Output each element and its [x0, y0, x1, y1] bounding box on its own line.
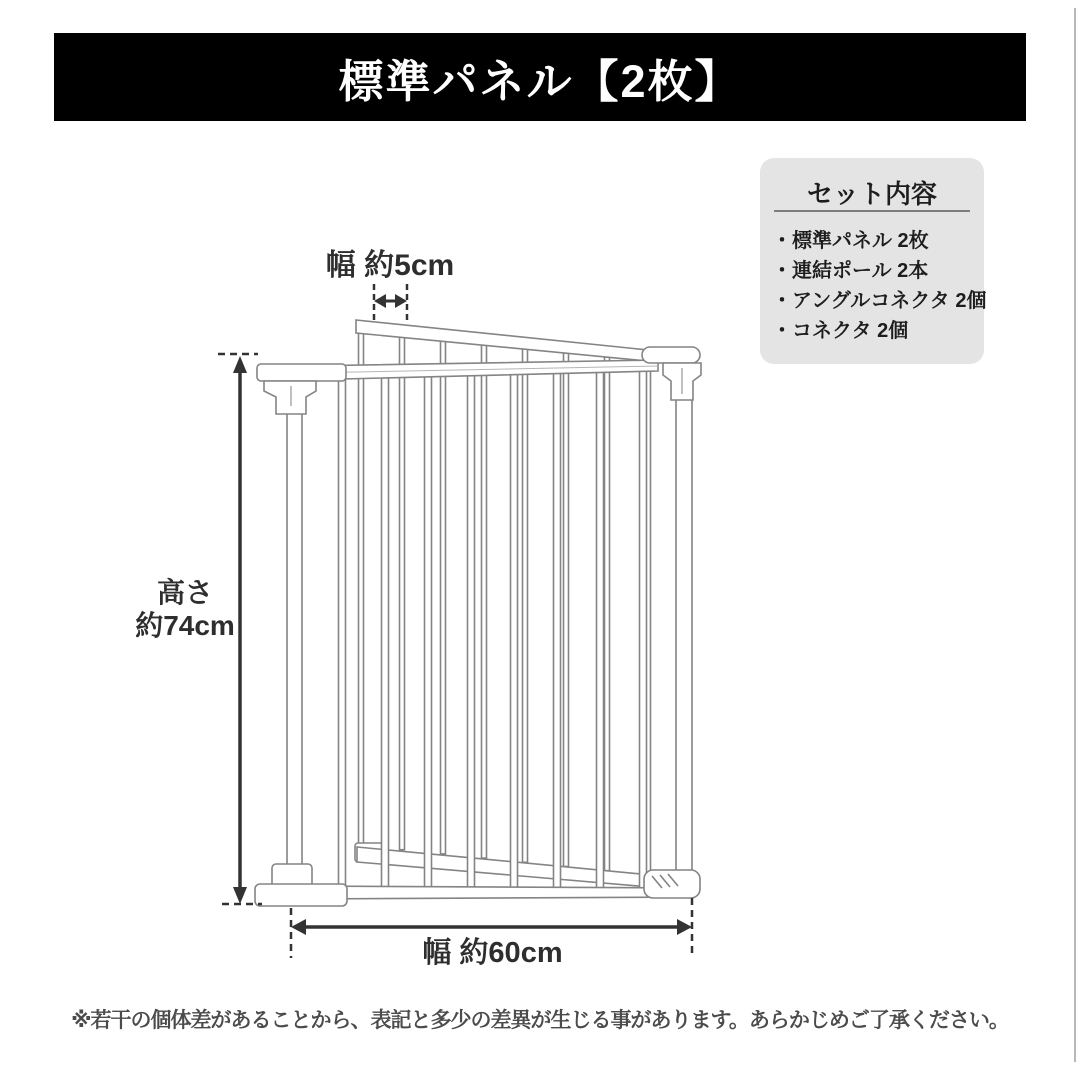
back-panel-bottom-rail — [357, 847, 662, 888]
front-panel-bars — [339, 364, 647, 890]
gate-bar — [400, 337, 405, 850]
gate-drawing — [255, 320, 701, 906]
height-label — [110, 576, 260, 642]
height-label-line1: 高さ — [156, 577, 213, 608]
set-contents-item-pole: ・連結ポール 2本 — [772, 260, 929, 282]
gate-bar — [554, 367, 561, 890]
gate-bar — [597, 365, 604, 890]
header-title: 標準パネル【2枚】 — [338, 55, 742, 107]
gate-bar — [339, 375, 346, 890]
right-bottom-foot — [644, 870, 700, 898]
set-contents-item-connector: ・コネクタ 2個 — [772, 320, 909, 342]
gate-bar — [605, 357, 610, 871]
height-label-line2: 約74cm — [135, 610, 235, 641]
gate-bar — [564, 353, 569, 867]
top-width-label: 幅 約5cm — [325, 249, 455, 282]
set-contents-item-angle-connector: ・アングルコネクタ 2個 — [772, 290, 987, 312]
bottom-width-label: 幅 約60cm — [422, 937, 563, 969]
left-bottom-bracket — [255, 884, 347, 906]
gate-bar — [468, 370, 475, 890]
left-top-clamp — [264, 381, 316, 414]
right-post — [676, 398, 692, 874]
gate-bar — [441, 341, 446, 854]
page-edge-line — [1074, 8, 1076, 1062]
set-contents-item-panel: ・標準パネル 2枚 — [772, 230, 929, 252]
gate-bar — [359, 332, 364, 845]
gate-bar — [511, 368, 518, 890]
right-top-cap — [642, 347, 700, 363]
back-panel — [355, 320, 662, 888]
gate-bar — [640, 364, 647, 890]
left-top-bracket — [257, 364, 346, 381]
gate-bar — [523, 349, 528, 863]
top-width-dimension — [374, 284, 407, 322]
set-contents-title: セット内容 — [806, 179, 937, 209]
front-panel-bottom-rail — [303, 886, 692, 899]
gate-bar — [482, 345, 487, 858]
disclaimer-text: ※若干の個体差があることから、表記と多少の差異が生じる事があります。あらかじめご了承ください。 — [71, 1009, 1009, 1032]
back-panel-bars — [359, 332, 651, 874]
gate-bar — [425, 371, 432, 890]
gate-bar — [382, 373, 389, 890]
left-post-group — [255, 364, 347, 906]
left-post — [287, 412, 302, 876]
